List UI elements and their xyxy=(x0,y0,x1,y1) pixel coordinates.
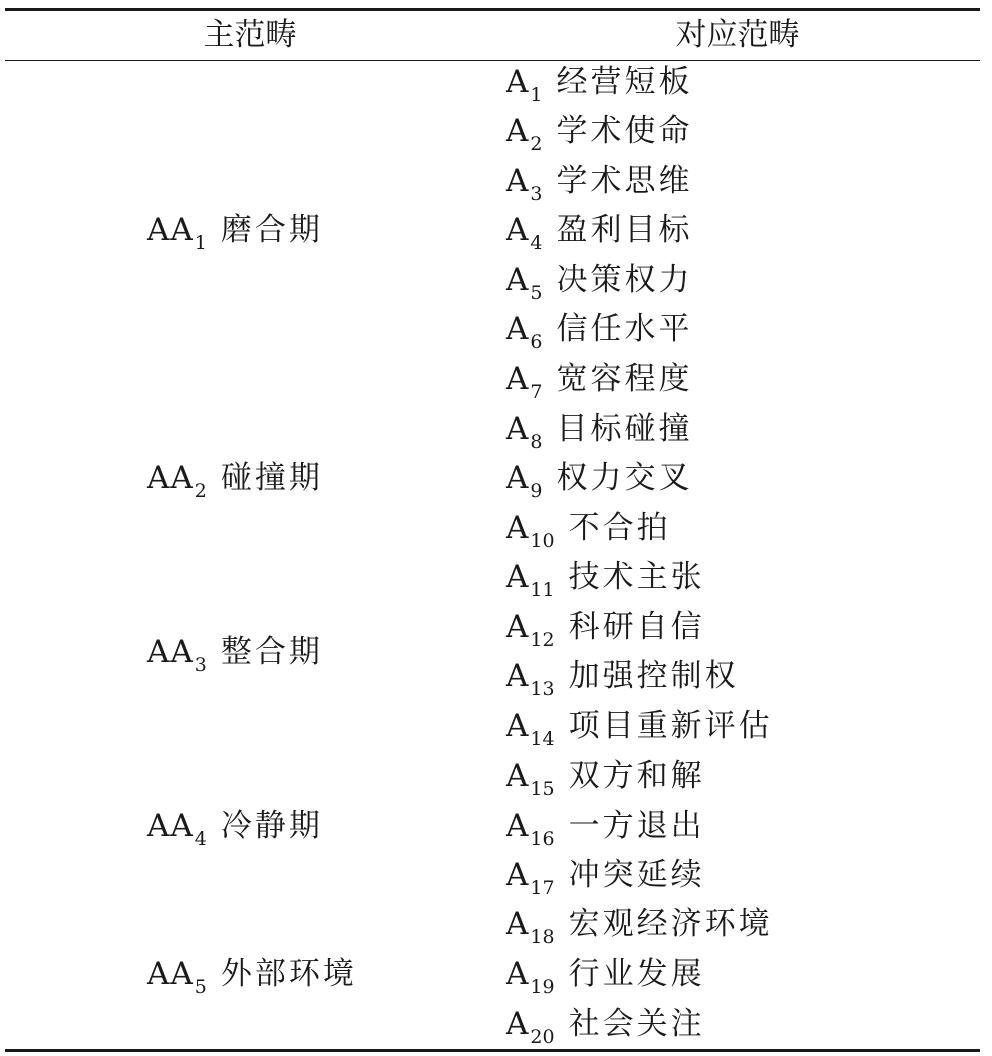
sub-category-code: A xyxy=(506,411,530,447)
sub-category-label: 一方退出 xyxy=(568,808,705,844)
sub-category-a14 xyxy=(506,706,773,750)
main-category-index: 4 xyxy=(194,828,207,850)
sub-category-label: 学术思维 xyxy=(556,163,693,199)
sub-category-index: 7 xyxy=(530,381,543,403)
sub-category-index: 10 xyxy=(530,530,555,552)
sub-category-label: 信任水平 xyxy=(556,311,693,347)
sub-category-a17 xyxy=(506,855,705,899)
sub-category-code: A xyxy=(506,559,530,595)
table-header-rule xyxy=(5,60,980,61)
sub-category-index: 18 xyxy=(530,926,555,948)
sub-category-label: 行业发展 xyxy=(568,956,705,992)
sub-category-code: A xyxy=(506,163,530,199)
sub-category-index: 12 xyxy=(530,629,555,651)
sub-category-label: 技术主张 xyxy=(568,559,705,595)
sub-category-label: 双方和解 xyxy=(568,758,705,794)
sub-category-code: A xyxy=(506,1006,530,1042)
sub-category-code: A xyxy=(506,361,530,397)
sub-category-a3 xyxy=(506,161,693,205)
main-category-aa1 xyxy=(147,210,323,254)
sub-category-code: A xyxy=(506,113,530,149)
sub-category-a13 xyxy=(506,656,739,700)
sub-category-index: 2 xyxy=(530,133,543,155)
main-category-code: AA xyxy=(147,956,194,992)
main-category-aa2 xyxy=(147,458,323,502)
main-category-label: 磨合期 xyxy=(220,212,323,248)
sub-category-a7 xyxy=(506,359,693,403)
main-category-index: 1 xyxy=(194,232,207,254)
table-bottom-rule xyxy=(5,1049,980,1052)
sub-category-index: 9 xyxy=(530,480,543,502)
sub-category-label: 宏观经济环境 xyxy=(568,906,773,942)
sub-category-label: 加强控制权 xyxy=(568,658,739,694)
sub-category-index: 20 xyxy=(530,1026,555,1048)
sub-category-a9 xyxy=(506,458,693,502)
sub-category-label: 学术使命 xyxy=(556,113,693,149)
sub-category-index: 5 xyxy=(530,282,543,304)
main-category-label: 整合期 xyxy=(220,634,323,670)
sub-category-index: 3 xyxy=(530,183,543,205)
main-category-label: 外部环境 xyxy=(220,956,357,992)
sub-category-label: 宽容程度 xyxy=(556,361,693,397)
sub-category-code: A xyxy=(506,906,530,942)
sub-category-a11 xyxy=(506,557,705,601)
sub-category-a20 xyxy=(506,1004,705,1048)
sub-category-label: 盈利目标 xyxy=(556,212,693,248)
sub-category-label: 目标碰撞 xyxy=(556,411,693,447)
sub-category-index: 15 xyxy=(530,778,555,800)
sub-category-a12 xyxy=(506,607,705,651)
sub-category-a10 xyxy=(506,508,671,552)
sub-category-code: A xyxy=(506,311,530,347)
sub-category-index: 8 xyxy=(530,431,543,453)
main-category-code: AA xyxy=(147,460,194,496)
sub-category-code: A xyxy=(506,708,530,744)
sub-category-code: A xyxy=(506,956,530,992)
sub-category-index: 19 xyxy=(530,976,555,998)
sub-category-index: 1 xyxy=(530,84,543,106)
sub-category-code: A xyxy=(506,609,530,645)
main-category-code: AA xyxy=(147,634,194,670)
sub-category-index: 17 xyxy=(530,877,555,899)
main-category-label: 碰撞期 xyxy=(220,460,323,496)
sub-category-label: 社会关注 xyxy=(568,1006,705,1042)
sub-category-label: 不合拍 xyxy=(568,510,671,546)
sub-category-index: 11 xyxy=(530,579,555,601)
header-corresponding-category: 对应范畴 xyxy=(675,17,800,53)
main-category-aa3 xyxy=(147,632,323,676)
sub-category-label: 经营短板 xyxy=(556,64,693,100)
main-category-index: 5 xyxy=(194,976,207,998)
sub-category-index: 16 xyxy=(530,828,555,850)
sub-category-label: 冲突延续 xyxy=(568,857,705,893)
sub-category-a16 xyxy=(506,806,705,850)
sub-category-code: A xyxy=(506,658,530,694)
sub-category-index: 13 xyxy=(530,678,555,700)
sub-category-a8 xyxy=(506,409,693,453)
sub-category-index: 14 xyxy=(530,728,555,750)
sub-category-a4 xyxy=(506,210,693,254)
sub-category-code: A xyxy=(506,262,530,298)
sub-category-index: 4 xyxy=(530,232,543,254)
sub-category-code: A xyxy=(506,510,530,546)
sub-category-a15 xyxy=(506,756,705,800)
main-category-aa5 xyxy=(147,954,357,998)
sub-category-a1 xyxy=(506,62,693,106)
sub-category-a2 xyxy=(506,111,693,155)
sub-category-code: A xyxy=(506,758,530,794)
sub-category-code: A xyxy=(506,212,530,248)
sub-category-label: 项目重新评估 xyxy=(568,708,773,744)
sub-category-a19 xyxy=(506,954,705,998)
main-category-code: AA xyxy=(147,808,194,844)
main-category-code: AA xyxy=(147,212,194,248)
sub-category-label: 科研自信 xyxy=(568,609,705,645)
sub-category-code: A xyxy=(506,64,530,100)
sub-category-label: 权力交叉 xyxy=(556,460,693,496)
main-category-index: 3 xyxy=(194,654,207,676)
sub-category-code: A xyxy=(506,808,530,844)
sub-category-a18 xyxy=(506,904,773,948)
sub-category-a6 xyxy=(506,309,693,353)
main-category-aa4 xyxy=(147,806,323,850)
sub-category-a5 xyxy=(506,260,693,304)
sub-category-index: 6 xyxy=(530,331,543,353)
main-category-label: 冷静期 xyxy=(220,808,323,844)
sub-category-code: A xyxy=(506,857,530,893)
sub-category-label: 决策权力 xyxy=(556,262,693,298)
sub-category-code: A xyxy=(506,460,530,496)
header-main-category: 主范畴 xyxy=(203,17,297,53)
main-category-index: 2 xyxy=(194,480,207,502)
